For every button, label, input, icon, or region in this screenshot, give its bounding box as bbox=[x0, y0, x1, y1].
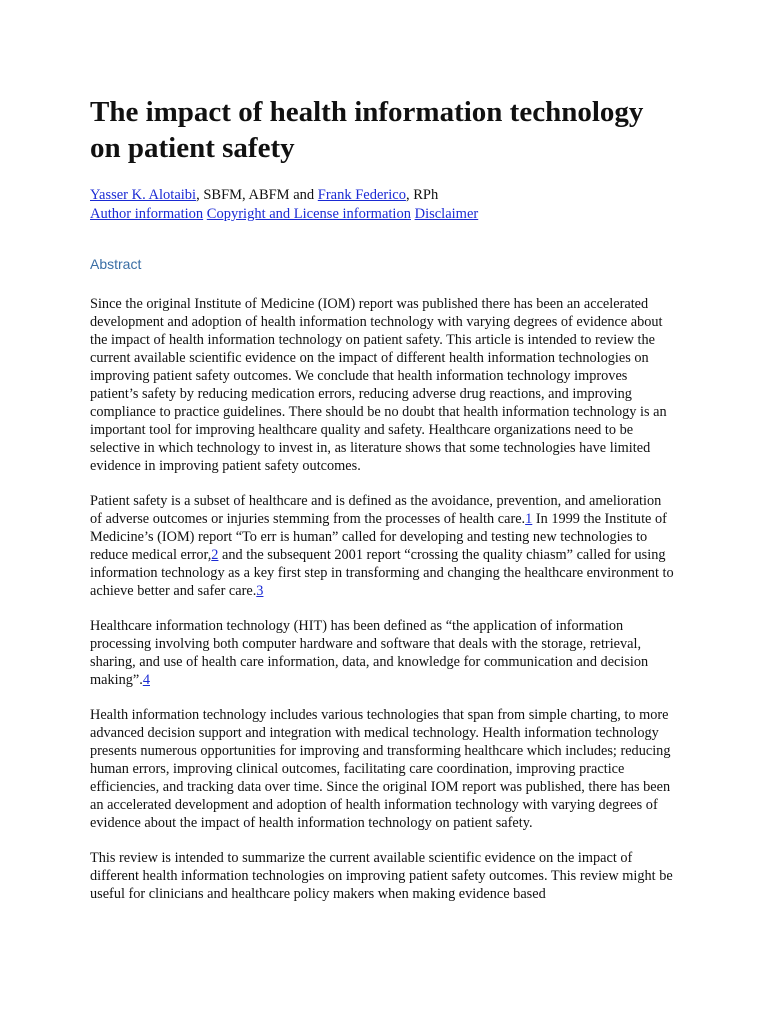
body-paragraph-review-intent: This review is intended to summarize the current available scientific evidence on the impact of different health information technologies on improving patient safety outcomes. This review might be useful for clinicians and healthcare policy makers when making evidence based bbox=[90, 850, 673, 902]
copyright-license-link[interactable]: Copyright and License information bbox=[206, 206, 411, 222]
article-info-links bbox=[90, 205, 676, 224]
author-credentials-alotaibi: , SBFM, ABFM and bbox=[196, 187, 318, 203]
reference-link-1[interactable]: 1 bbox=[525, 511, 533, 527]
article-title: The impact of health information technology on patient safety bbox=[90, 96, 644, 164]
disclaimer-link[interactable]: Disclaimer bbox=[414, 206, 479, 222]
body-paragraph-hit-definition bbox=[90, 617, 676, 689]
paragraph-text: In 1999 the Institute of Medicine’s (IOM) report “To err is human” called for developing and testing new technologies to reduce medical error, bbox=[90, 511, 667, 563]
author-line bbox=[90, 186, 676, 205]
paragraph-text: Healthcare information technology (HIT) has been defined as “the application of information processing involving both computer hardware and software that deals with the storage, retrieval, sharing, and use of health care information, data, and knowledge for communication and decision making”. bbox=[90, 618, 649, 688]
author-information-link[interactable]: Author information bbox=[90, 206, 204, 222]
author-credentials-federico: , RPh bbox=[405, 187, 439, 203]
reference-link-4[interactable]: 4 bbox=[142, 672, 150, 688]
article bbox=[90, 94, 676, 920]
body-paragraph-patient-safety bbox=[90, 492, 676, 600]
paragraph-text: and the subsequent 2001 report “crossing the quality chiasm” called for using information technology as a key first step in transforming and changing the healthcare environment to achieve better and safer care. bbox=[90, 547, 674, 599]
author-link-federico[interactable]: Frank Federico bbox=[317, 187, 406, 203]
body-paragraph-hit-technologies: Health information technology includes various technologies that span from simple charting, to more advanced decision support and integration with medical technology. Health information technology presents numerous opportunities for improving and transforming healthcare which includes; reducing human errors, improving clinical outcomes, facilitating care coordination, improving practice efficiencies, and tracking data over time. Since the original IOM report was published, there has been an accelerated development and adoption of health information technology with varying degrees of evidence about the impact of health information technology on patient safety. bbox=[90, 707, 671, 831]
author-link-alotaibi[interactable]: Yasser K. Alotaibi bbox=[90, 187, 197, 203]
abstract-heading: Abstract bbox=[90, 256, 142, 272]
paragraph-text: Patient safety is a subset of healthcare and is defined as the avoidance, prevention, and amelioration of adverse outcomes or injuries stemming from the processes of health care. bbox=[90, 493, 662, 527]
reference-link-2[interactable]: 2 bbox=[211, 547, 219, 563]
reference-link-3[interactable]: 3 bbox=[256, 583, 264, 599]
abstract-paragraph: Since the original Institute of Medicine (IOM) report was published there has been an accelerated development and adoption of health information technology with varying degrees of evidence about the impact of health information technology on patient safety. This article is intended to review the current available scientific evidence on the impact of different health information technologies on improving patient safety outcomes. We conclude that health information technology improves patient’s safety by reducing medication errors, reducing adverse drug reactions, and improving compliance to practice guidelines. There should be no doubt that health information technology is an important tool for improving healthcare quality and safety. Healthcare organizations need to be selective in which technology to invest in, as literature shows that some technologies have limited evidence in improving patient safety outcomes. bbox=[90, 296, 667, 474]
